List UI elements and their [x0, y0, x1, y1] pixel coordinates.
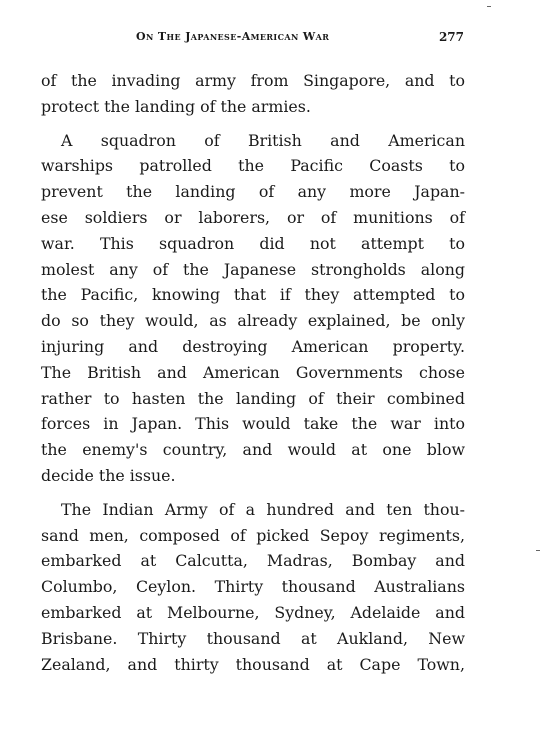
paragraph-continuation	[41, 68, 465, 120]
text-line: prevent the landing of any more Japan-	[41, 182, 465, 202]
text-line: ese soldiers or laborers, or of munitions of	[41, 207, 465, 227]
text-line: The Indian Army of a hundred and ten thou-	[61, 499, 465, 519]
text-line: embarked at Calcutta, Madras, Bombay and	[41, 551, 465, 571]
text-line: embarked at Melbourne, Sydney, Adelaide and	[41, 602, 465, 622]
text-line: A squadron of British and American	[61, 130, 465, 150]
text-line: rather to hasten the landing of their combined	[41, 388, 465, 408]
text-line: sand men, composed of picked Sepoy regiments,	[41, 525, 465, 545]
text-line: Zealand, and thirty thousand at Cape Town,	[41, 654, 465, 674]
paragraph-indian-army	[41, 497, 465, 678]
running-head	[38, 30, 464, 50]
text-line: Columbo, Ceylon. Thirty thousand Australians	[41, 577, 465, 597]
scan-speck	[536, 550, 540, 551]
text-line: do so they would, as already explained, be only	[41, 311, 465, 331]
text-line: decide the issue.	[41, 465, 176, 485]
page-number: 277	[438, 30, 464, 44]
running-title: On The Japanese-American War	[136, 30, 330, 43]
text-line: The British and American Governments chose	[41, 362, 465, 382]
text-line: injuring and destroying American property.	[41, 336, 465, 356]
text-line: the Pacific, knowing that if they attempted to	[41, 285, 465, 305]
paragraph-squadron	[41, 128, 465, 489]
text-line: war. This squadron did not attempt to	[41, 233, 465, 253]
scan-speck	[487, 6, 491, 7]
text-line: Brisbane. Thirty thousand at Aukland, New	[41, 628, 465, 648]
text-line: forces in Japan. This would take the war into	[41, 414, 465, 434]
text-line: protect the landing of the armies.	[41, 96, 311, 116]
text-line: molest any of the Japanese strongholds along	[41, 259, 465, 279]
text-line: of the invading army from Singapore, and to	[41, 71, 465, 90]
body-text	[41, 68, 465, 677]
text-line: warships patrolled the Pacific Coasts to	[41, 156, 465, 176]
text-line: the enemy's country, and would at one blow	[41, 440, 465, 460]
